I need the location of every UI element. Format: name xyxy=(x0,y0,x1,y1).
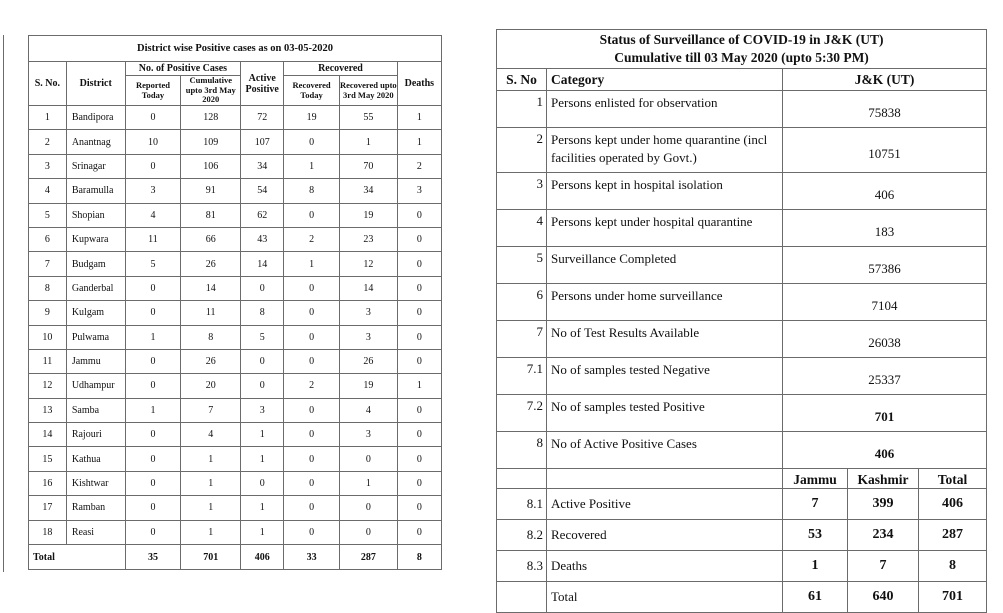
total-cell: 406 xyxy=(241,545,284,570)
table-cell: 0 xyxy=(339,447,397,471)
table-cell: 1 xyxy=(125,398,181,422)
total-cell: Total xyxy=(29,545,126,570)
cell-kashmir: 399 xyxy=(848,489,919,520)
table-cell: Ramban xyxy=(66,496,125,520)
table-cell: 8 xyxy=(241,301,284,325)
region-header-row xyxy=(497,469,987,489)
total-cell: 8 xyxy=(397,545,441,570)
table-cell: 0 xyxy=(125,349,181,373)
row-category: Persons under home surveillance xyxy=(547,284,783,321)
table-cell: 0 xyxy=(397,301,441,325)
row-category: Deaths xyxy=(547,551,783,582)
table-cell: 1 xyxy=(397,130,441,154)
table-cell: 2 xyxy=(284,374,340,398)
table-cell: 23 xyxy=(339,227,397,251)
table-cell: 5 xyxy=(241,325,284,349)
table-cell: 3 xyxy=(339,325,397,349)
table-cell: 0 xyxy=(397,252,441,276)
left-table-frame xyxy=(3,35,29,572)
table-cell: 0 xyxy=(284,423,340,447)
header-active-positive: Active Positive xyxy=(241,62,284,106)
table-cell: 1 xyxy=(181,520,241,544)
case-row xyxy=(497,582,987,613)
table-cell: 34 xyxy=(241,154,284,178)
table-cell: 0 xyxy=(284,276,340,300)
table-cell: 0 xyxy=(125,276,181,300)
surveillance-title-line2: Cumulative till 03 May 2020 (upto 5:30 PM) xyxy=(614,50,869,65)
table-cell: 34 xyxy=(339,179,397,203)
table-cell: 19 xyxy=(339,374,397,398)
table-row xyxy=(29,496,442,520)
header-recovered-today: Recovered Today xyxy=(284,76,340,106)
table-cell: 0 xyxy=(339,520,397,544)
cell-total: 701 xyxy=(919,582,987,613)
table-cell: 0 xyxy=(125,374,181,398)
table-row xyxy=(29,301,442,325)
cell-kashmir: 234 xyxy=(848,520,919,551)
table-cell: 55 xyxy=(339,106,397,130)
table-cell: Ganderbal xyxy=(66,276,125,300)
table-cell: 18 xyxy=(29,520,67,544)
table-cell: 14 xyxy=(241,252,284,276)
table-cell: 3 xyxy=(339,301,397,325)
table-cell: 5 xyxy=(29,203,67,227)
row-sno xyxy=(497,582,547,613)
cell-total: 8 xyxy=(919,551,987,582)
table-cell: 1 xyxy=(241,447,284,471)
table-cell: 26 xyxy=(181,252,241,276)
table-cell: 1 xyxy=(284,252,340,276)
table-cell: Anantnag xyxy=(66,130,125,154)
table-cell: 0 xyxy=(284,349,340,373)
table-row xyxy=(497,395,987,432)
row-sno: 6 xyxy=(497,284,547,321)
table-cell: 109 xyxy=(181,130,241,154)
row-value: 26038 xyxy=(783,321,987,358)
row-value: 701 xyxy=(783,395,987,432)
table-cell: 11 xyxy=(29,349,67,373)
table-cell: 0 xyxy=(125,520,181,544)
header-sno: S. No xyxy=(497,69,547,91)
cell-jammu: 7 xyxy=(783,489,848,520)
table-cell: 8 xyxy=(181,325,241,349)
header-positive-cases: No. of Positive Cases xyxy=(125,62,241,76)
row-sno: 5 xyxy=(497,247,547,284)
table-cell: Bandipora xyxy=(66,106,125,130)
row-category: No of Test Results Available xyxy=(547,321,783,358)
table-cell: 0 xyxy=(125,471,181,495)
table-cell: 3 xyxy=(397,179,441,203)
table-row xyxy=(497,91,987,128)
table-cell: 0 xyxy=(125,423,181,447)
header-kashmir: Kashmir xyxy=(848,469,919,489)
table-row xyxy=(29,130,442,154)
table-cell: 0 xyxy=(125,447,181,471)
total-row xyxy=(29,545,442,570)
table-cell: 0 xyxy=(284,447,340,471)
table-cell: 0 xyxy=(397,276,441,300)
table-cell: 72 xyxy=(241,106,284,130)
table-row xyxy=(29,154,442,178)
table-cell: 0 xyxy=(284,130,340,154)
table-cell: 0 xyxy=(397,349,441,373)
table-cell: 6 xyxy=(29,227,67,251)
table-cell: 8 xyxy=(284,179,340,203)
surveillance-title-line1: Status of Surveillance of COVID-19 in J&K (UT) xyxy=(599,32,884,48)
table-cell: 66 xyxy=(181,227,241,251)
table-row xyxy=(29,325,442,349)
row-value: 406 xyxy=(783,432,987,469)
table-cell: 0 xyxy=(397,227,441,251)
row-value: 57386 xyxy=(783,247,987,284)
table-row xyxy=(29,398,442,422)
table-row xyxy=(29,106,442,130)
table-cell: 1 xyxy=(125,325,181,349)
table-cell: 0 xyxy=(241,471,284,495)
header-total: Total xyxy=(919,469,987,489)
header-jk-ut: J&K (UT) xyxy=(783,69,987,91)
table-cell: Shopian xyxy=(66,203,125,227)
row-sno: 2 xyxy=(497,128,547,173)
empty-cell xyxy=(497,469,547,489)
row-value: 183 xyxy=(783,210,987,247)
table-cell: 0 xyxy=(241,276,284,300)
table-cell: Rajouri xyxy=(66,423,125,447)
table-cell: Baramulla xyxy=(66,179,125,203)
table-cell: 14 xyxy=(29,423,67,447)
total-cell: 701 xyxy=(181,545,241,570)
table-cell: 43 xyxy=(241,227,284,251)
row-category: Persons kept under home quarantine (incl facilities operated by Govt.) xyxy=(547,128,783,173)
header-category: Category xyxy=(547,69,783,91)
row-sno: 7 xyxy=(497,321,547,358)
table-cell: 54 xyxy=(241,179,284,203)
table-row xyxy=(497,128,987,173)
table-row xyxy=(497,284,987,321)
cell-kashmir: 7 xyxy=(848,551,919,582)
table-cell: 4 xyxy=(125,203,181,227)
row-sno: 8.2 xyxy=(497,520,547,551)
table-cell: 0 xyxy=(284,325,340,349)
table-row xyxy=(29,227,442,251)
table-cell: 1 xyxy=(241,423,284,447)
table-cell: 12 xyxy=(339,252,397,276)
table-cell: Budgam xyxy=(66,252,125,276)
table-cell: 2 xyxy=(397,154,441,178)
header-sno: S. No. xyxy=(29,62,67,106)
table-cell: 12 xyxy=(29,374,67,398)
table-row xyxy=(497,321,987,358)
district-cases-table xyxy=(28,35,442,570)
table-cell: 19 xyxy=(284,106,340,130)
total-cell: 35 xyxy=(125,545,181,570)
table-cell: 0 xyxy=(125,496,181,520)
table-cell: 1 xyxy=(181,496,241,520)
row-category: No of samples tested Negative xyxy=(547,358,783,395)
row-category: Total xyxy=(547,582,783,613)
table-cell: 1 xyxy=(339,471,397,495)
district-table-title: District wise Positive cases as on 03-05-2020 xyxy=(29,36,442,62)
table-cell: 14 xyxy=(339,276,397,300)
table-cell: 14 xyxy=(181,276,241,300)
table-cell: 1 xyxy=(397,106,441,130)
table-cell: 3 xyxy=(125,179,181,203)
table-cell: 1 xyxy=(339,130,397,154)
cell-jammu: 53 xyxy=(783,520,848,551)
table-row xyxy=(29,276,442,300)
table-row xyxy=(497,358,987,395)
table-row xyxy=(29,349,442,373)
table-cell: 7 xyxy=(29,252,67,276)
case-row xyxy=(497,551,987,582)
header-reported-today: Reported Today xyxy=(125,76,181,106)
row-category: Surveillance Completed xyxy=(547,247,783,284)
table-cell: 3 xyxy=(241,398,284,422)
total-cell: 33 xyxy=(284,545,340,570)
table-row xyxy=(29,471,442,495)
table-cell: 106 xyxy=(181,154,241,178)
table-row xyxy=(497,432,987,469)
header-recovered: Recovered xyxy=(284,62,397,76)
table-cell: 13 xyxy=(29,398,67,422)
cell-total: 287 xyxy=(919,520,987,551)
table-cell: 4 xyxy=(29,179,67,203)
row-value: 75838 xyxy=(783,91,987,128)
case-row xyxy=(497,520,987,551)
row-sno: 8 xyxy=(497,432,547,469)
table-cell: 0 xyxy=(125,301,181,325)
row-sno: 8.3 xyxy=(497,551,547,582)
header-jammu: Jammu xyxy=(783,469,848,489)
table-cell: 0 xyxy=(397,496,441,520)
table-cell: 0 xyxy=(397,398,441,422)
table-cell: 26 xyxy=(339,349,397,373)
table-row xyxy=(29,423,442,447)
table-cell: 26 xyxy=(181,349,241,373)
surveillance-status-table xyxy=(496,29,987,613)
row-category: Active Positive xyxy=(547,489,783,520)
table-cell: 15 xyxy=(29,447,67,471)
table-cell: 0 xyxy=(284,203,340,227)
table-cell: 0 xyxy=(284,471,340,495)
row-value: 10751 xyxy=(783,128,987,173)
table-cell: 10 xyxy=(125,130,181,154)
table-cell: Udhampur xyxy=(66,374,125,398)
table-cell: 70 xyxy=(339,154,397,178)
table-cell: 0 xyxy=(397,203,441,227)
table-cell: 0 xyxy=(339,496,397,520)
table-cell: 10 xyxy=(29,325,67,349)
table-row xyxy=(29,374,442,398)
table-cell: 0 xyxy=(125,106,181,130)
table-cell: Samba xyxy=(66,398,125,422)
header-recovered-cumulative: Recovered upto 3rd May 2020 xyxy=(339,76,397,106)
table-row xyxy=(29,252,442,276)
row-category: No of samples tested Positive xyxy=(547,395,783,432)
header-district: District xyxy=(66,62,125,106)
table-cell: 1 xyxy=(181,471,241,495)
table-row xyxy=(29,203,442,227)
table-cell: 0 xyxy=(241,349,284,373)
table-cell: 11 xyxy=(125,227,181,251)
table-row xyxy=(497,247,987,284)
row-sno: 7.2 xyxy=(497,395,547,432)
table-cell: 8 xyxy=(29,276,67,300)
row-sno: 4 xyxy=(497,210,547,247)
row-category: Persons kept under hospital quarantine xyxy=(547,210,783,247)
table-cell: 4 xyxy=(339,398,397,422)
table-cell: 4 xyxy=(181,423,241,447)
table-cell: 1 xyxy=(181,447,241,471)
row-category: No of Active Positive Cases xyxy=(547,432,783,469)
table-row xyxy=(497,173,987,210)
table-cell: 0 xyxy=(241,374,284,398)
table-cell: 0 xyxy=(284,301,340,325)
row-category: Recovered xyxy=(547,520,783,551)
row-sno: 1 xyxy=(497,91,547,128)
table-cell: 3 xyxy=(339,423,397,447)
header-deaths: Deaths xyxy=(397,62,441,106)
table-row xyxy=(497,210,987,247)
header-cumulative: Cumulative upto 3rd May 2020 xyxy=(181,76,241,106)
table-cell: Pulwama xyxy=(66,325,125,349)
table-row xyxy=(29,520,442,544)
table-cell: Srinagar xyxy=(66,154,125,178)
total-cell: 287 xyxy=(339,545,397,570)
table-cell: 128 xyxy=(181,106,241,130)
row-sno: 3 xyxy=(497,173,547,210)
row-category: Persons kept in hospital isolation xyxy=(547,173,783,210)
row-sno: 8.1 xyxy=(497,489,547,520)
table-cell: Kishtwar xyxy=(66,471,125,495)
table-row xyxy=(29,447,442,471)
table-cell: Kupwara xyxy=(66,227,125,251)
table-cell: 1 xyxy=(284,154,340,178)
cell-jammu: 61 xyxy=(783,582,848,613)
table-cell: 0 xyxy=(284,520,340,544)
table-cell: 0 xyxy=(397,423,441,447)
surveillance-title xyxy=(497,30,987,69)
table-cell: 1 xyxy=(29,106,67,130)
table-cell: Kathua xyxy=(66,447,125,471)
table-cell: 0 xyxy=(284,398,340,422)
case-row xyxy=(497,489,987,520)
table-cell: 0 xyxy=(397,471,441,495)
table-cell: 16 xyxy=(29,471,67,495)
table-cell: Reasi xyxy=(66,520,125,544)
row-value: 25337 xyxy=(783,358,987,395)
table-cell: 19 xyxy=(339,203,397,227)
table-cell: 1 xyxy=(397,374,441,398)
table-cell: 0 xyxy=(284,496,340,520)
table-cell: 107 xyxy=(241,130,284,154)
table-cell: 2 xyxy=(29,130,67,154)
row-category: Persons enlisted for observation xyxy=(547,91,783,128)
table-cell: 1 xyxy=(241,520,284,544)
cell-total: 406 xyxy=(919,489,987,520)
table-cell: 5 xyxy=(125,252,181,276)
table-cell: 9 xyxy=(29,301,67,325)
table-cell: 20 xyxy=(181,374,241,398)
row-sno: 7.1 xyxy=(497,358,547,395)
table-cell: 0 xyxy=(397,325,441,349)
table-cell: 3 xyxy=(29,154,67,178)
table-cell: 0 xyxy=(397,447,441,471)
cell-jammu: 1 xyxy=(783,551,848,582)
table-row xyxy=(29,179,442,203)
table-cell: 62 xyxy=(241,203,284,227)
table-cell: 91 xyxy=(181,179,241,203)
table-cell: 17 xyxy=(29,496,67,520)
table-cell: 0 xyxy=(397,520,441,544)
table-cell: 81 xyxy=(181,203,241,227)
cell-kashmir: 640 xyxy=(848,582,919,613)
row-value: 406 xyxy=(783,173,987,210)
table-cell: 11 xyxy=(181,301,241,325)
table-cell: 0 xyxy=(125,154,181,178)
table-cell: 7 xyxy=(181,398,241,422)
table-cell: 1 xyxy=(241,496,284,520)
table-cell: Kulgam xyxy=(66,301,125,325)
empty-cell xyxy=(547,469,783,489)
row-value: 7104 xyxy=(783,284,987,321)
table-cell: Jammu xyxy=(66,349,125,373)
table-cell: 2 xyxy=(284,227,340,251)
